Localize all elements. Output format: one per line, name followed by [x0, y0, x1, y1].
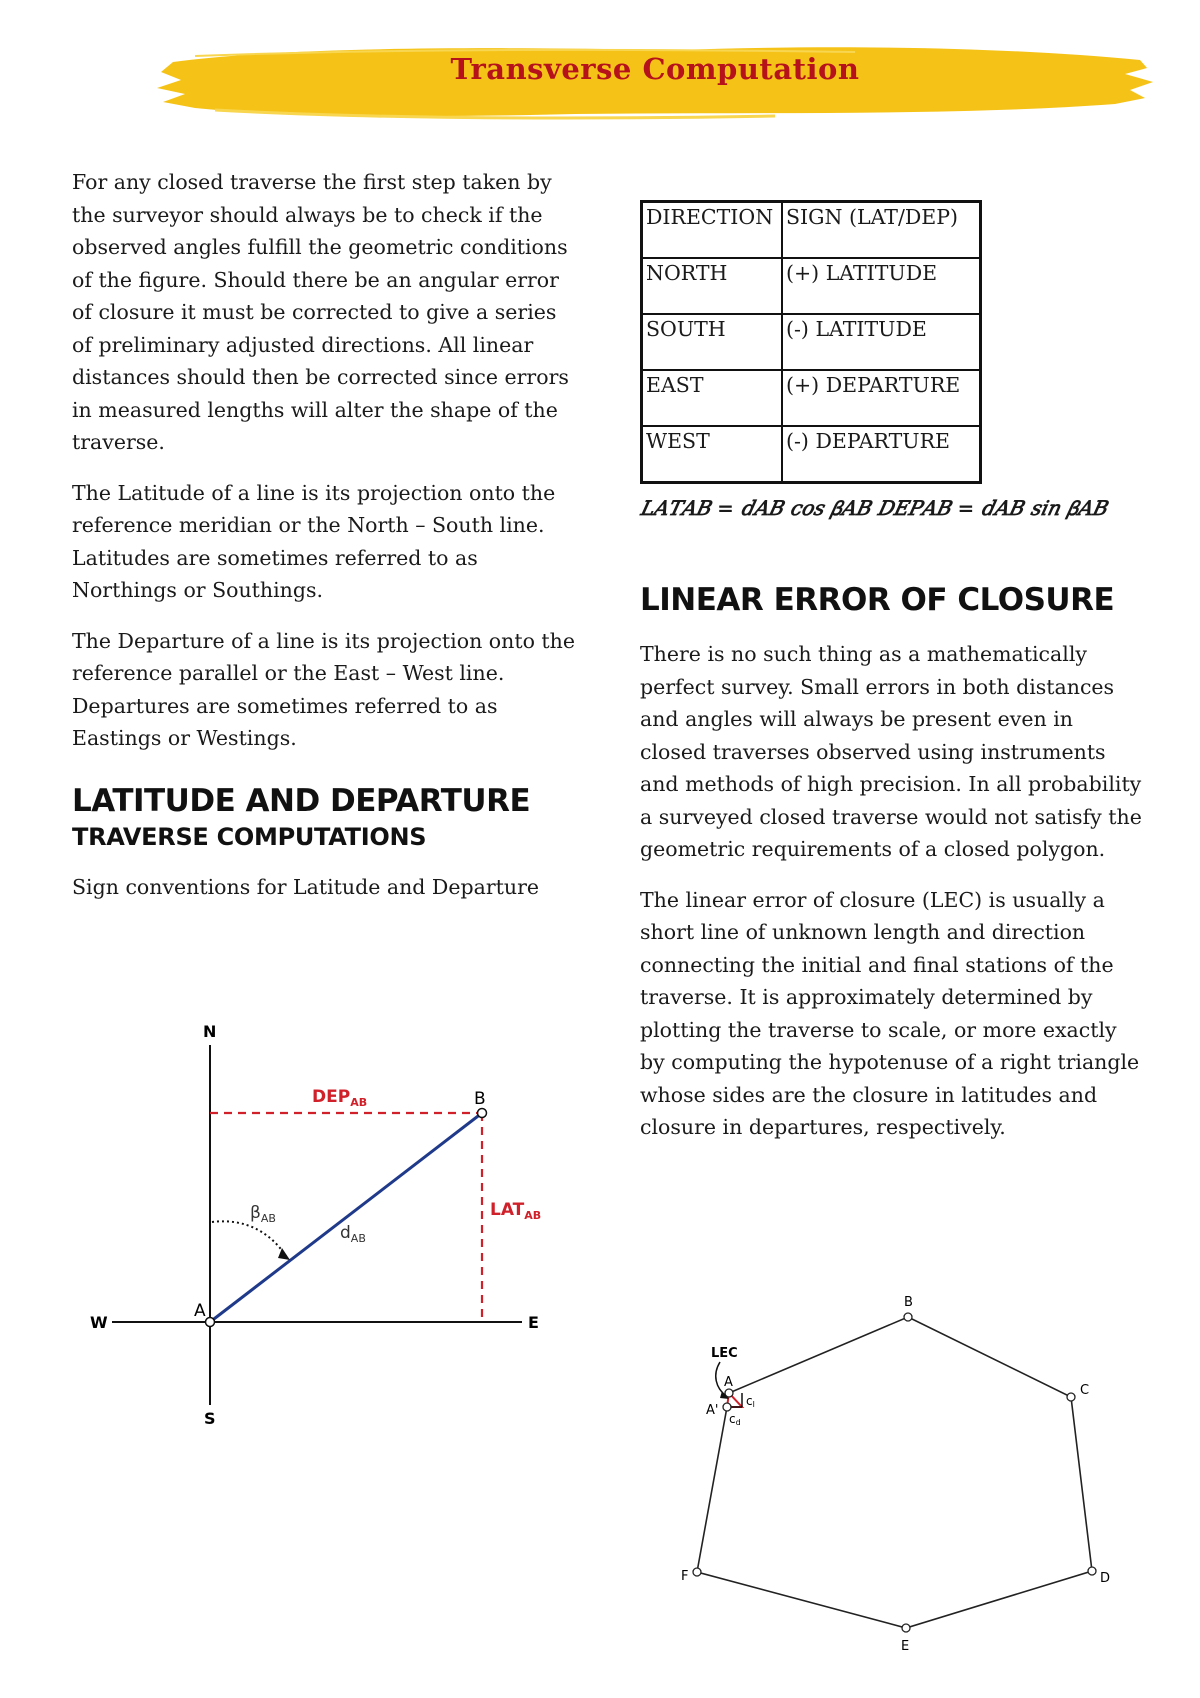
east-label: E — [528, 1313, 539, 1332]
distance-label: $d_{AB}$ — [340, 1223, 366, 1245]
figure-caption: Sign conventions for Latitude and Departure — [72, 874, 539, 899]
latitude-paragraph: The Latitude of a line is its projection onto the reference meridian or the North – South line. Latitudes are sometimes referred to as Northings or Southings. — [72, 480, 556, 602]
latitude-departure-diagram — [90, 1010, 560, 1430]
lec-paragraph-1: There is no such thing as a mathematically perfect survey. Small errors in both distances and angles will always be present even in closed traverses observed using instruments and methods of high precision. In all probability a surveyed closed traverse would not satisfy the geometric requirements of a closed polygon. — [640, 642, 1142, 861]
station-a-label: A — [194, 1301, 206, 1321]
table-cell: (-) LATITUDE — [782, 314, 981, 370]
lec-label: LEC — [711, 1346, 738, 1361]
station-label: A — [724, 1375, 733, 1390]
intro-paragraph: For any closed traverse the first step taken by the surveyor should always be to check if the observed angles fulfill the geometric conditions of the figure. Should there be an angular error of closure it must be corrected to give a series of preliminary adjusted directions. All linear distances should then be corrected since errors in measured lengths will alter the shape of the traverse. — [72, 170, 569, 454]
traverse-polygon — [697, 1317, 1092, 1628]
lat-label: $LAT_{AB}$ — [490, 1200, 542, 1222]
south-label: S — [204, 1409, 216, 1428]
title-banner — [155, 38, 1155, 122]
table-header-cell: DIRECTION — [642, 202, 783, 259]
table-cell: (-) DEPARTURE — [782, 426, 981, 483]
arrowhead-icon — [278, 1248, 290, 1260]
north-label: N — [203, 1022, 217, 1041]
station-a-marker — [206, 1318, 215, 1327]
table-header-row — [642, 202, 981, 259]
page-title: Transverse Computation — [450, 52, 860, 86]
station-marker — [1088, 1567, 1096, 1575]
section-heading-linear-error: LINEAR ERROR OF CLOSURE — [640, 582, 1115, 618]
station-label: F — [681, 1569, 689, 1584]
station-marker — [723, 1403, 731, 1411]
station-b-label: B — [474, 1089, 486, 1109]
station-label: E — [901, 1639, 910, 1654]
section-subheading: TRAVERSE COMPUTATIONS — [72, 822, 427, 851]
station-label: A' — [706, 1403, 719, 1418]
bearing-arc — [212, 1221, 286, 1256]
table-cell: (+) DEPARTURE — [782, 370, 981, 426]
table-header-cell: SIGN (LAT/DEP) — [782, 202, 981, 259]
station-marker — [904, 1313, 912, 1321]
departure-paragraph: The Departure of a line is its projection onto the reference parallel or the East – West line. Departures are sometimes referred to as Eastings or Westings. — [72, 628, 576, 750]
table-row — [642, 314, 981, 370]
station-label: B — [904, 1295, 913, 1310]
station-marker — [1067, 1393, 1075, 1401]
station-marker — [902, 1624, 910, 1632]
table-cell: EAST — [642, 370, 783, 426]
table-cell: SOUTH — [642, 314, 783, 370]
lat-dep-formula: 𝐿𝐴𝑇𝐴𝐵 = 𝑑𝐴𝐵 𝑐𝑜𝑠 𝛽𝐴𝐵 𝐷𝐸𝑃𝐴𝐵 = 𝑑𝐴𝐵 𝑠𝑖𝑛 𝛽𝐴𝐵 — [640, 496, 1107, 520]
beta-label: $\beta_{AB}$ — [250, 1203, 276, 1225]
station-b-marker — [478, 1109, 487, 1118]
dep-label: $DEP_{AB}$ — [312, 1087, 368, 1109]
table-cell: (+) LATITUDE — [782, 258, 981, 314]
station-label: D — [1100, 1571, 1111, 1586]
table-row — [642, 426, 981, 483]
right-column — [640, 580, 1145, 1162]
table-row — [642, 370, 981, 426]
table-row — [642, 258, 981, 314]
left-column — [72, 166, 577, 921]
cl-label: cl — [746, 1394, 755, 1409]
station-marker — [693, 1568, 701, 1576]
lec-paragraph-2: The linear error of closure (LEC) is usually a short line of unknown length and direction connecting the initial and final stations of the traverse. It is approximately determined by plotting the traverse to scale, or more exactly by computing the hypotenuse of a right triangle whose sides are the closure in latitudes and closure in departures, respectively. — [640, 887, 1140, 1139]
station-label: C — [1080, 1383, 1090, 1398]
west-label: W — [90, 1313, 108, 1332]
table-cell: WEST — [642, 426, 783, 483]
cd-label: cd — [729, 1412, 741, 1427]
table-cell: NORTH — [642, 258, 783, 314]
sign-convention-table — [640, 200, 982, 484]
traverse-polygon-diagram — [650, 1290, 1140, 1670]
section-heading-latitude-departure: LATITUDE AND DEPARTURE — [72, 782, 531, 819]
